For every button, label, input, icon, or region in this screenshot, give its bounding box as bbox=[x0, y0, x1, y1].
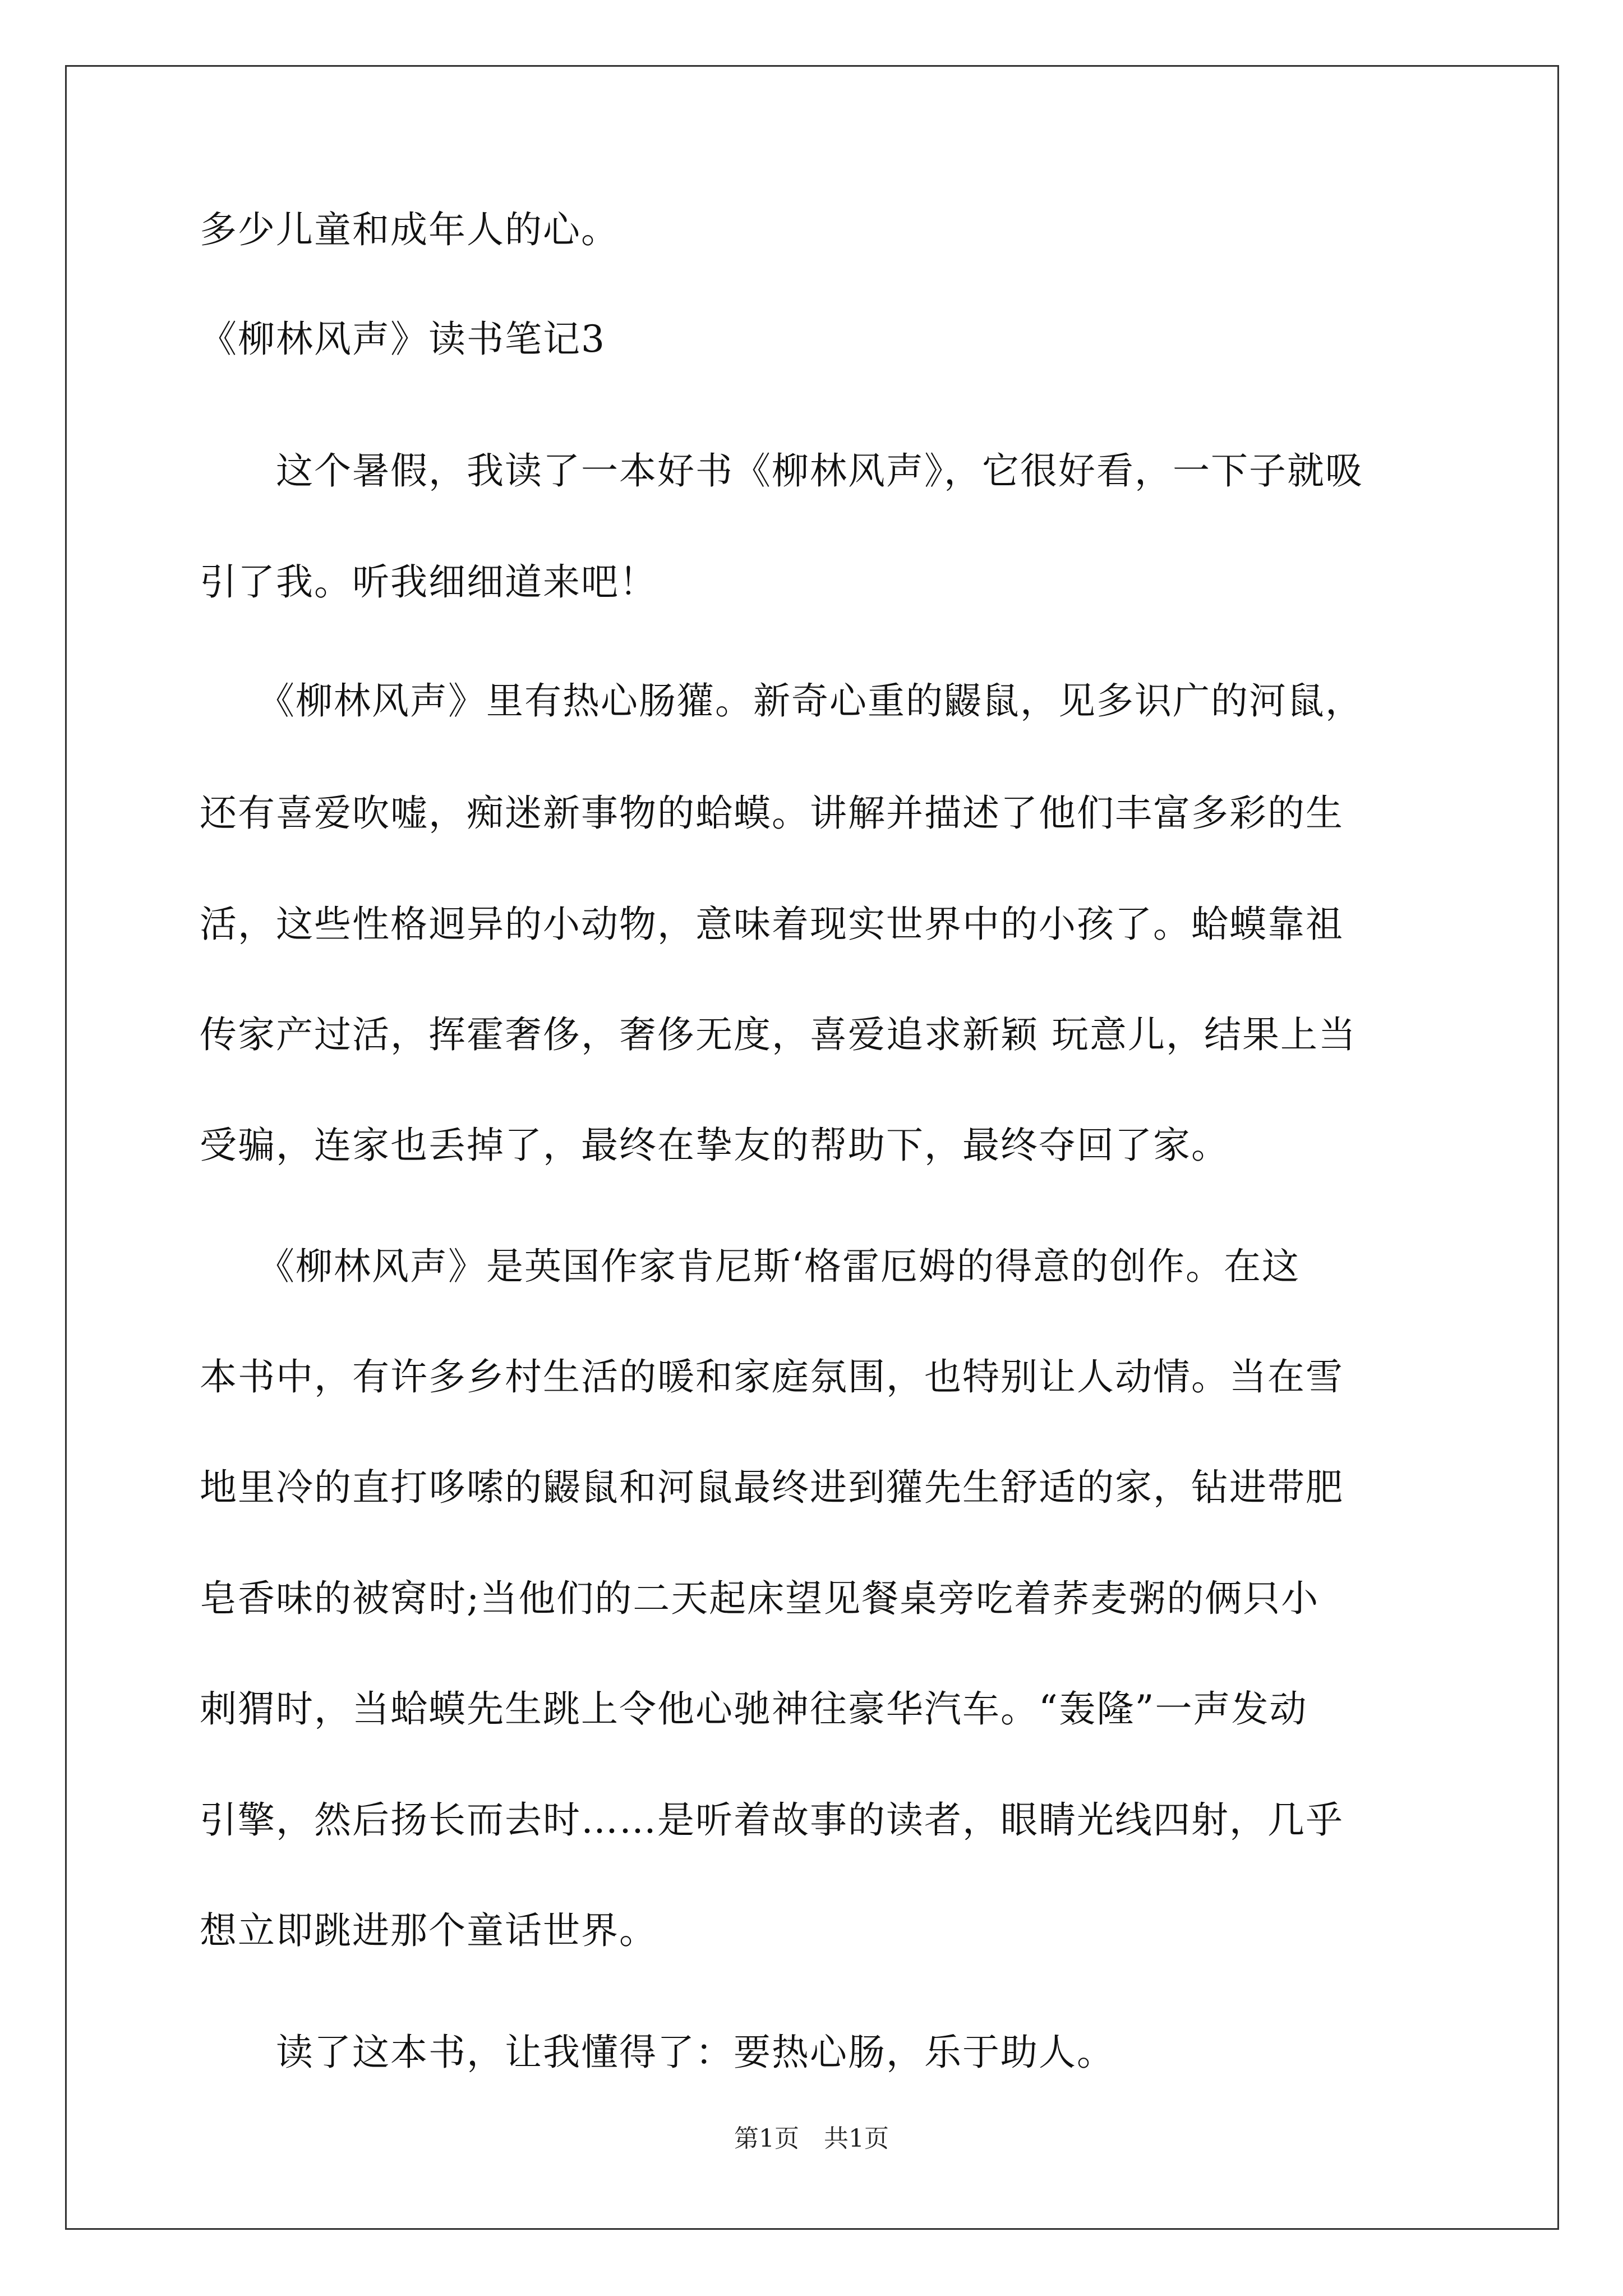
text-line: 引擎，然后扬长而去时……是听着故事的读者，眼睛光线四射，几乎 bbox=[200, 1798, 1344, 1842]
text-line: 活，这些性格迥异的小动物，意味着现实世界中的小孩了。蛤蟆靠祖 bbox=[200, 903, 1344, 946]
text-line: 本书中，有许多乡村生活的暖和家庭氛围，也特别让人动情。当在雪 bbox=[200, 1355, 1344, 1398]
text-line: 还有喜爱吹嘘，痴迷新事物的蛤蟆。讲解并描述了他们丰富多彩的生 bbox=[200, 792, 1344, 835]
text-line: 受骗，连家也丢掉了，最终在挚友的帮助下，最终夺回了家。 bbox=[200, 1124, 1229, 1167]
section-heading: 《柳林风声》读书笔记3 bbox=[200, 318, 606, 361]
text-line: 引了我。听我细细道来吧！ bbox=[200, 560, 657, 604]
text-line: 传家产过活，挥霍奢侈，奢侈无度，喜爱追求新颖 玩意儿，结果上当 bbox=[200, 1013, 1357, 1056]
text-line: 刺猬时，当蛤蟆先生跳上令他心驰神往豪华汽车。“轰隆”一声发动 bbox=[200, 1687, 1308, 1731]
text-line: 《柳林风声》里有热心肠獾。新奇心重的鼹鼠，见多识广的河鼠， bbox=[200, 679, 1363, 723]
text-line: 这个暑假，我读了一本好书《柳林风声》，它很好看，一下子就吸 bbox=[200, 449, 1363, 493]
text-line: 地里冷的直打哆嗦的鼹鼠和河鼠最终进到獾先生舒适的家，钻进带肥 bbox=[200, 1466, 1344, 1509]
text-line: 《柳林风声》是英国作家肯尼斯‘格雷厄姆的得意的创作。在这 bbox=[200, 1245, 1300, 1288]
text-line: 皂香味的被窝时;当他们的二天起床望见餐桌旁吃着荞麦粥的俩只小 bbox=[200, 1577, 1320, 1620]
text-line: 读了这本书，让我懂得了：要热心肠，乐于助人。 bbox=[200, 2031, 1115, 2074]
page-footer: 第1页 共1页 bbox=[734, 2124, 889, 2153]
text-line: 多少儿童和成年人的心。 bbox=[200, 208, 619, 251]
text-line: 想立即跳进那个童话世界。 bbox=[200, 1909, 657, 1952]
